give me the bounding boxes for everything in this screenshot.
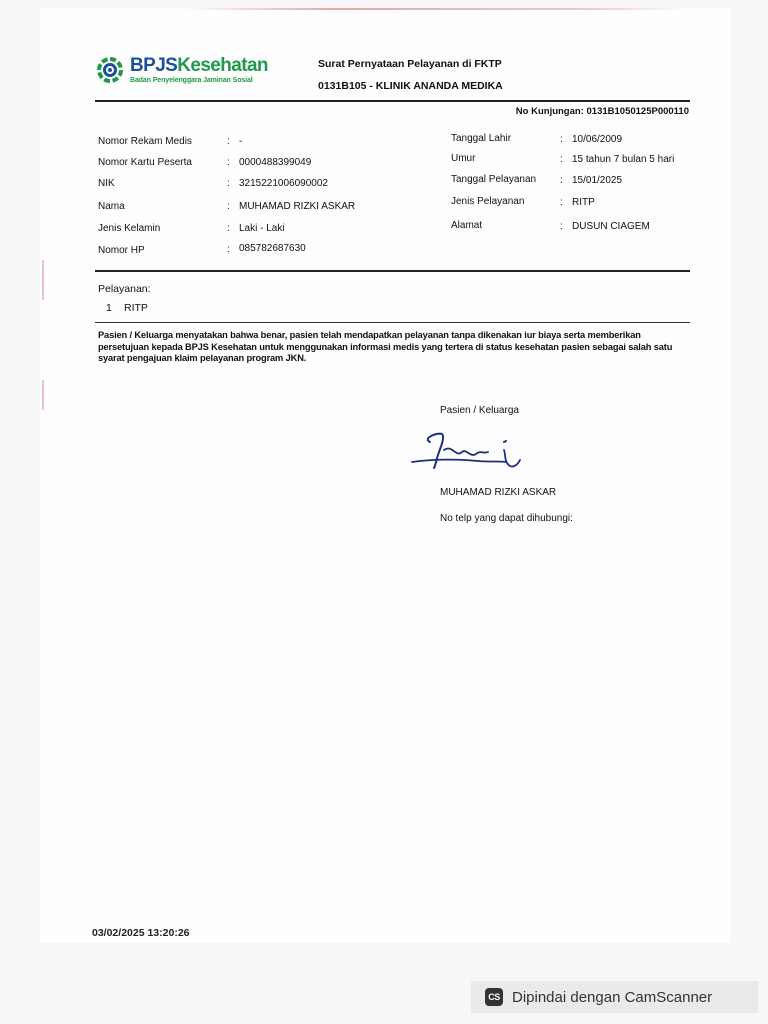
field-value: MUHAMAD RIZKI ASKAR (239, 201, 356, 212)
service-number: 1 (106, 302, 112, 314)
scan-artifact-edge (42, 260, 44, 300)
signatory-name: MUHAMAD RIZKI ASKAR (440, 487, 557, 498)
field-label: Nomor HP (98, 245, 145, 256)
field-colon: : (560, 221, 563, 232)
field-colon: : (560, 197, 563, 208)
scanner-watermark (471, 981, 758, 1013)
field-label: Umur (451, 153, 476, 164)
field-value: - (239, 136, 243, 147)
brand-part-bpjs: BPJS (130, 55, 178, 76)
field-value: RITP (572, 197, 595, 208)
field-colon: : (227, 178, 230, 189)
field-value: 15/01/2025 (572, 175, 623, 186)
services-divider (95, 322, 690, 323)
scan-artifact-line (180, 8, 690, 10)
field-label: Nomor Kartu Peserta (98, 157, 192, 168)
brand-part-kesehatan: Kesehatan (177, 55, 268, 76)
field-value: 15 tahun 7 bulan 5 hari (572, 154, 675, 165)
document-title: Surat Pernyataan Pelayanan di FKTP (318, 58, 502, 70)
field-label: Jenis Kelamin (98, 223, 161, 234)
scanner-text: Dipindai dengan CamScanner (512, 988, 713, 1006)
field-label: Nomor Rekam Medis (98, 136, 192, 147)
brand-subtitle: Badan Penyelenggara Jaminan Sosial (130, 77, 253, 84)
field-colon: : (560, 175, 563, 186)
field-label: Tanggal Lahir (451, 133, 512, 144)
bpjs-emblem-icon (96, 56, 124, 84)
service-item (106, 302, 148, 314)
signature-role: Pasien / Keluarga (440, 405, 519, 416)
field-label: Tanggal Pelayanan (451, 174, 537, 185)
header-divider (95, 100, 690, 102)
field-value: DUSUN CIAGEM (572, 221, 650, 232)
print-timestamp: 03/02/2025 13:20:26 (92, 927, 190, 939)
field-colon: : (227, 201, 230, 212)
field-value: 3215221006090002 (239, 178, 328, 189)
field-colon: : (227, 157, 230, 168)
visit-number: No Kunjungan: 0131B1050125P000110 (515, 106, 689, 117)
field-value: 085782687630 (239, 243, 306, 254)
field-colon: : (227, 244, 230, 255)
field-label: NIK (98, 178, 115, 189)
field-value: 0000488399049 (239, 157, 312, 168)
consent-statement: Pasien / Keluarga menyatakan bahwa benar, pasien telah mendapatkan pelayanan tanpa dikenakan iur biaya serta memberikan persetujuan kepada BPJS Kesehatan untuk menggunakan informasi medis yang tertera di status kesehatan pasien sebagai salah satu syarat pengajuan klaim pelayanan program JKN. (98, 330, 673, 363)
clinic-name: 0131B105 - KLINIK ANANDA MEDIKA (318, 80, 503, 92)
info-divider (95, 270, 690, 272)
brand-name (130, 56, 268, 76)
bpjs-logo (96, 56, 268, 84)
field-label: Jenis Pelayanan (451, 196, 525, 207)
field-colon: : (560, 134, 563, 145)
scan-artifact-edge (42, 380, 44, 410)
services-title: Pelayanan: (98, 283, 151, 295)
field-value: Laki - Laki (239, 223, 285, 234)
field-value: 10/06/2009 (572, 134, 623, 145)
document-page (40, 8, 730, 943)
field-colon: : (227, 136, 230, 147)
camscanner-icon: CS (485, 988, 503, 1006)
field-label: Alamat (451, 220, 483, 231)
service-name: RITP (124, 302, 148, 314)
contact-phone-label: No telp yang dapat dihubungi: (440, 513, 573, 524)
field-label: Nama (98, 201, 125, 212)
handwritten-signature (408, 428, 528, 476)
field-colon: : (227, 223, 230, 234)
field-colon: : (560, 154, 563, 165)
